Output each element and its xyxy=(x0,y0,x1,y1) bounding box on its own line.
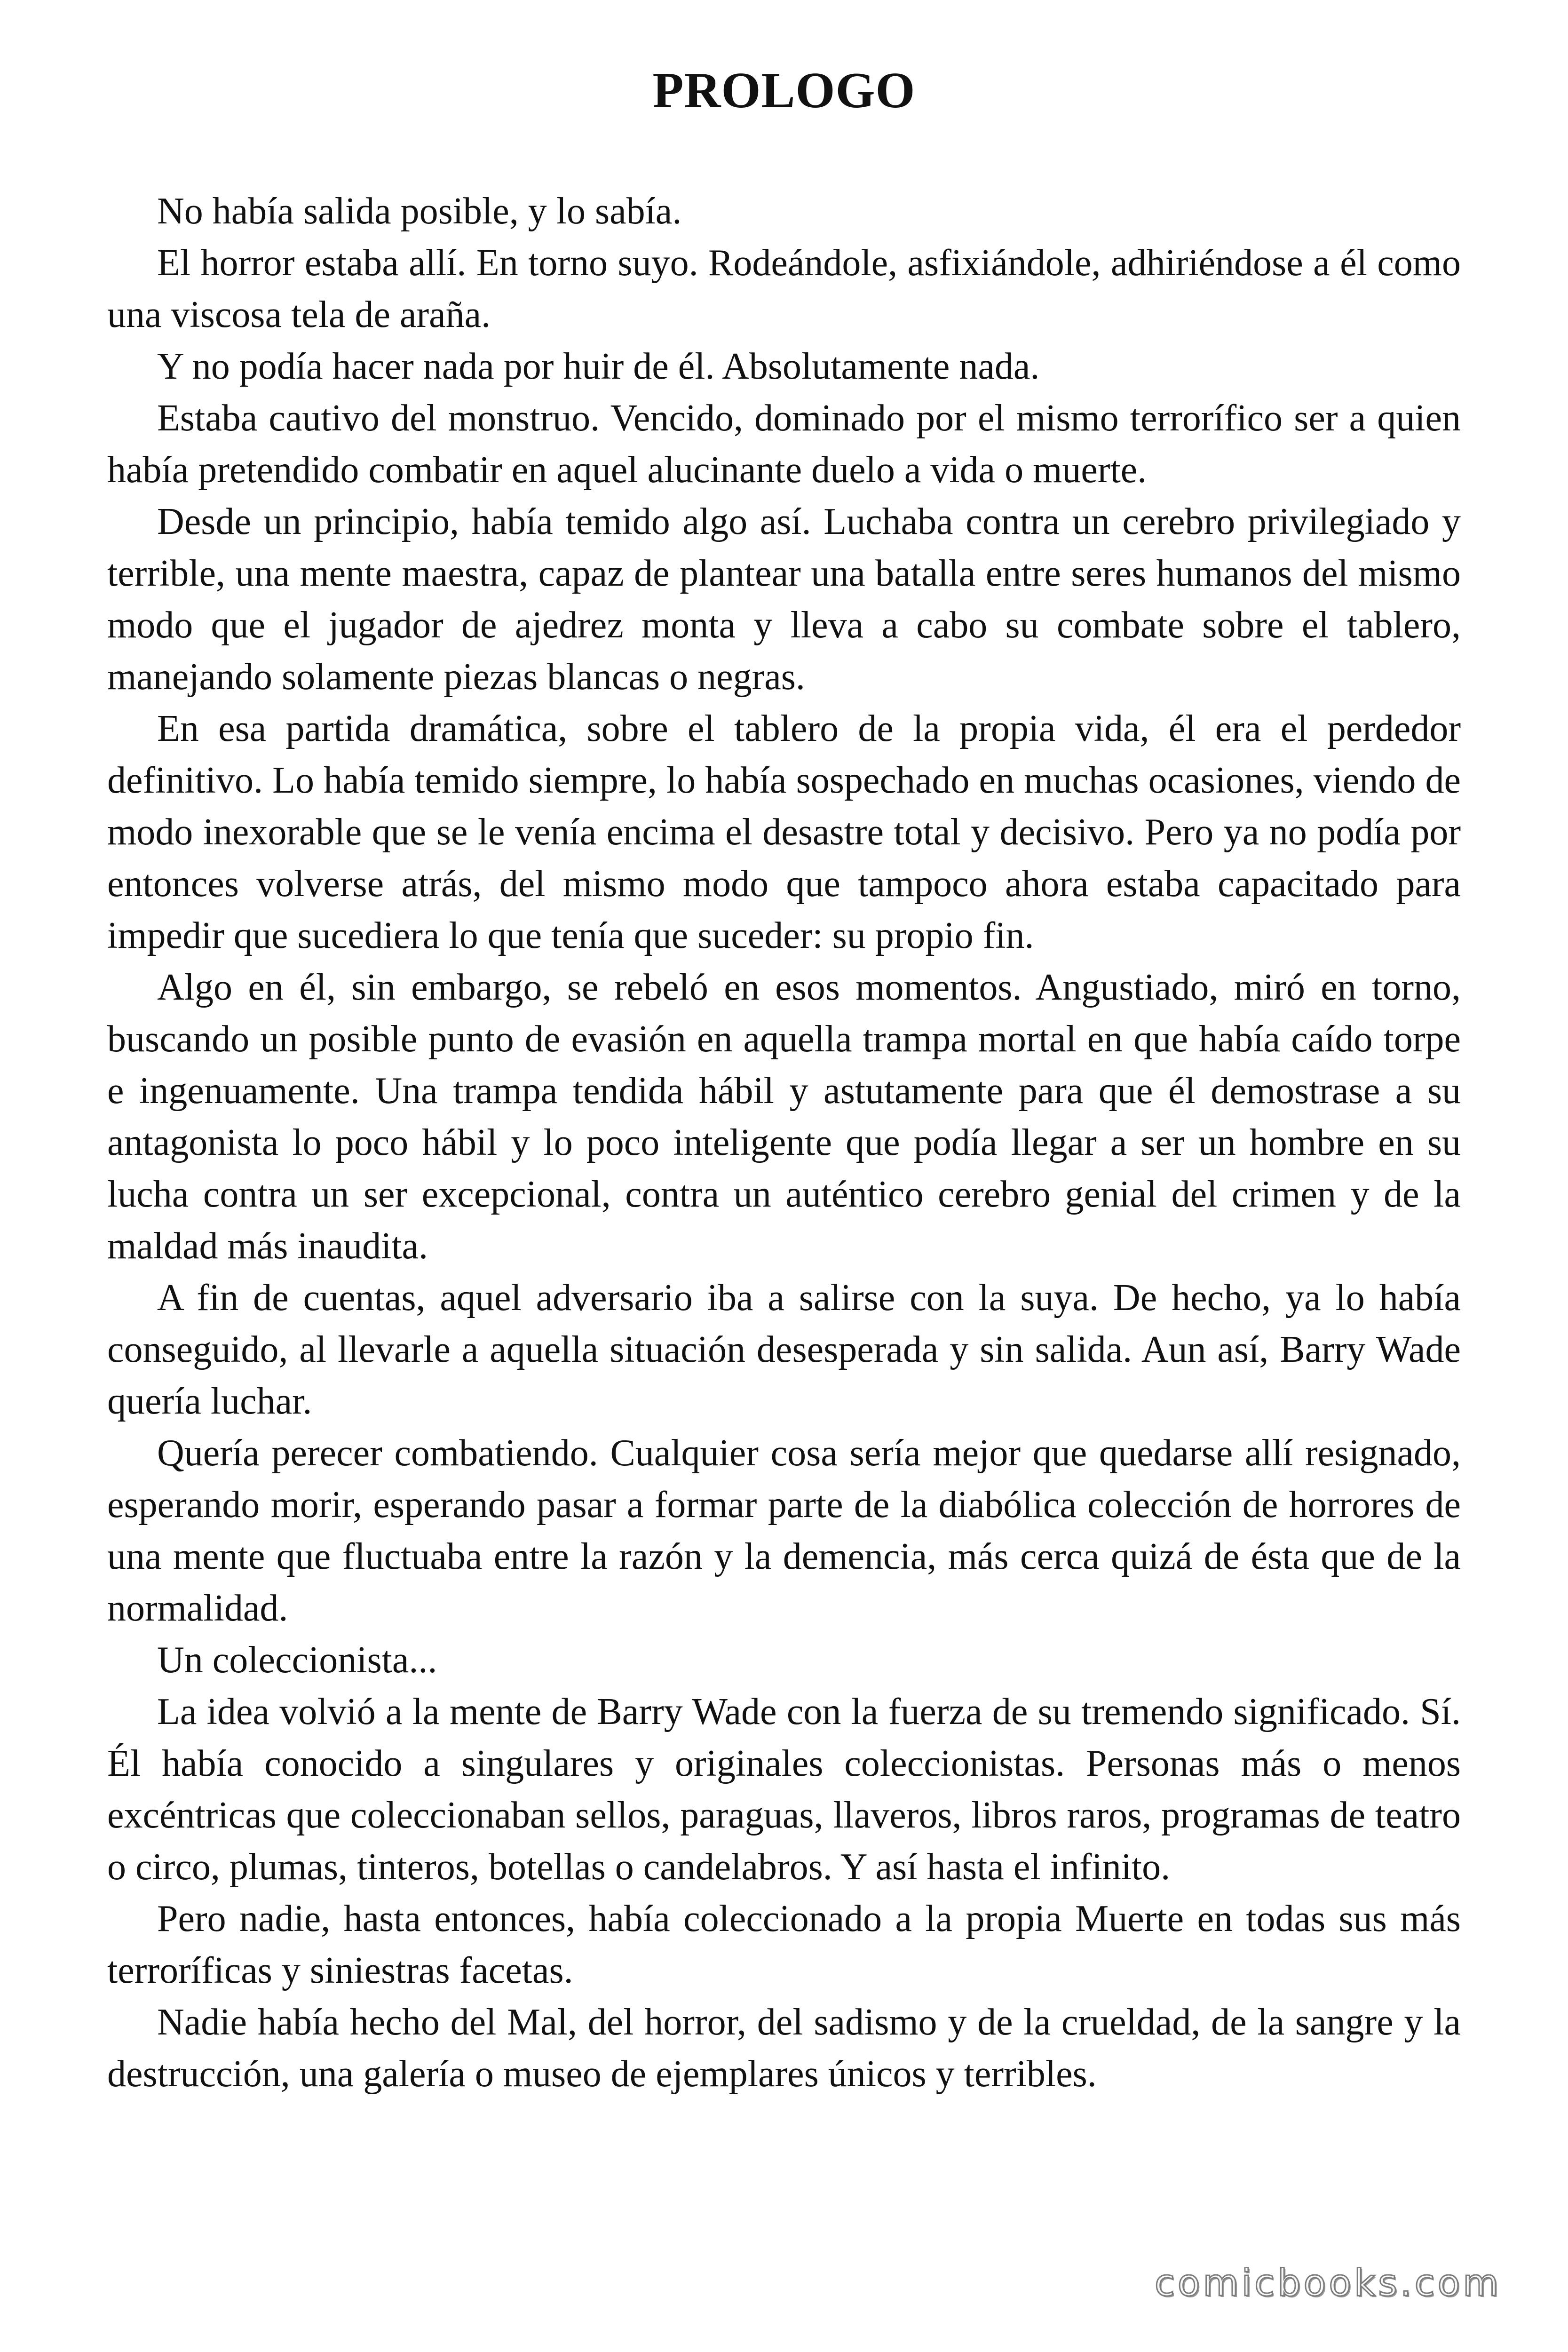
paragraph: Y no podía hacer nada por huir de él. Absolutamente nada. xyxy=(157,346,1040,387)
paragraph: En esa partida dramática, sobre el tablero de la propia vida, él era el perdedor definitivo. Lo había temido siempre, lo había sospechado en muchas ocasiones, viendo de modo inexorable que se le venía encima el desastre total y decisivo. Pero ya no podía por entonces volverse atrás, del mismo modo que tampoco ahora estaba capacitado para impedir que sucediera lo que tenía que suceder: su propio fin. xyxy=(107,708,1461,956)
paragraph: Estaba cautivo del monstruo. Vencido, dominado por el mismo terrorífico ser a quien había pretendido combatir en aquel alucinante duelo a vida o muerte. xyxy=(107,397,1461,491)
paragraph: El horror estaba allí. En torno suyo. Rodeándole, asfixiándole, adhiriéndose a él como una viscosa tela de araña. xyxy=(107,242,1461,335)
paragraph: A fin de cuentas, aquel adversario iba a salirse con la suya. De hecho, ya lo había conseguido, al llevarle a aquella situación desesperada y sin salida. Aun así, Barry Wade quería luchar. xyxy=(107,1277,1461,1422)
paragraph: Pero nadie, hasta entonces, había coleccionado a la propia Muerte en todas sus más terroríficas y siniestras facetas. xyxy=(107,1898,1461,1991)
paragraph: Desde un principio, había temido algo así. Luchaba contra un cerebro privilegiado y terrible, una mente maestra, capaz de plantear una batalla entre seres humanos del mismo modo que el jugador de ajedrez monta y lleva a cabo su combate sobre el tablero, manejando solamente piezas blancas o negras. xyxy=(107,501,1461,698)
paragraph: La idea volvió a la mente de Barry Wade con la fuerza de su tremendo significado. Sí. Él había conocido a singulares y originales coleccionistas. Personas más o menos excéntricas que coleccionaban sellos, paraguas, llaveros, libros raros, programas de teatro o circo, plumas, tinteros, botellas o candelabros. Y así hasta el infinito. xyxy=(107,1691,1461,1888)
chapter-title: PROLOGO xyxy=(652,63,916,119)
chapter-body xyxy=(107,185,1461,2100)
paragraph: Algo en él, sin embargo, se rebeló en esos momentos. Angustiado, miró en torno, buscando un posible punto de evasión en aquella trampa mortal en que había caído torpe e ingenuamente. Una trampa tendida hábil y astutamente para que él demostrase a su antagonista lo poco hábil y lo poco inteligente que podía llegar a ser un hombre en su lucha contra un ser excepcional, contra un auténtico cerebro genial del crimen y de la maldad más inaudita. xyxy=(107,967,1461,1267)
site-watermark: comicbooks.com xyxy=(1155,2262,1502,2304)
paragraph: Nadie había hecho del Mal, del horror, del sadismo y de la crueldad, de la sangre y la destrucción, una galería o museo de ejemplares únicos y terribles. xyxy=(107,2002,1461,2095)
paragraph: Un coleccionista... xyxy=(157,1639,437,1681)
paragraph: Quería perecer combatiendo. Cualquier cosa sería mejor que quedarse allí resignado, esperando morir, esperando pasar a formar parte de la diabólica colección de horrores de una mente que fluctuaba entre la razón y la demencia, más cerca quizá de ésta que de la normalidad. xyxy=(107,1432,1461,1629)
paragraph: No había salida posible, y lo sabía. xyxy=(157,191,682,232)
